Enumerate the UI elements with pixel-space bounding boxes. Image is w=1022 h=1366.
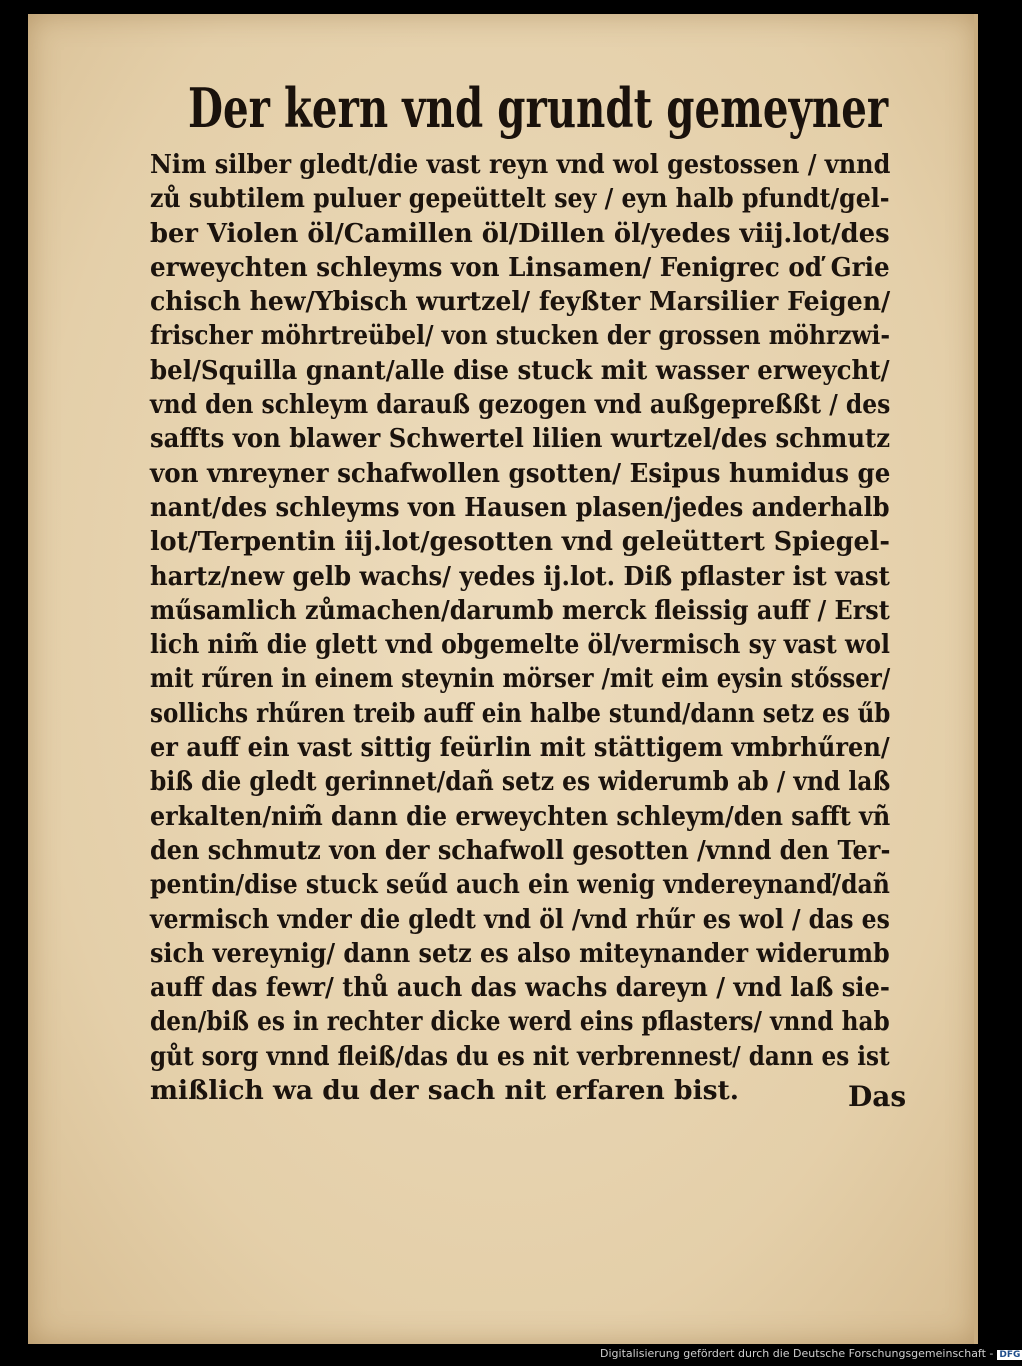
text-line: erweychten schleyms von Linsamen/ Fenigrec oď Grie [150, 251, 890, 283]
text-line: mißlich wa du der sach nit erfaren bist. [150, 1075, 740, 1107]
text-line: frischer möhrtreübel/ von stucken der grossen möhrzwi- [150, 320, 891, 352]
text-line: sich vereynig/ dann setz es also miteynander widerumb [150, 937, 890, 969]
text-line: mit rűren in einem steynin mörser /mit eim eysin stősser/ [150, 663, 891, 695]
text-line: chisch hew/Ybisch wurtzel/ feyßter Marsilier Feigen/ [150, 286, 891, 318]
text-line: von vnreyner schafwollen gsotten/ Esipus humidus ge [150, 457, 891, 489]
dfg-logo: DFG [999, 1350, 1021, 1360]
text-line: bel/Squilla gnant/alle dise stuck mit wasser erweycht/ [150, 354, 890, 386]
text-line: ber Violen öl/Camillen öl/Dillen öl/yedes viij.lot/des [150, 217, 890, 249]
text-line: Nim silber gledt/die vast reyn vnd wol gestossen / vnnd [150, 149, 891, 180]
text-line: vnd den schleym darauß gezogen vnd außgepreßßt / des [150, 389, 891, 421]
digitization-credit [600, 1347, 1021, 1360]
running-title: Der kern vnd grundt gemeyner [188, 76, 889, 140]
text-line: biß die gledt gerinnet/dañ setz es widerumb ab / vnd laß [150, 766, 891, 798]
text-line: sollichs rhűren treib auff ein halbe stund/dann setz es űb [150, 697, 891, 729]
text-line: műsamlich zůmachen/darumb merck fleissig auff / Erst [150, 594, 890, 626]
text-line: er auff ein vast sittig feürlin mit stättigem vmbrhűren/ [150, 732, 890, 764]
text-line: saffts von blawer Schwertel lilien wurtzel/des schmutz [150, 423, 891, 455]
catchword: Das [848, 1080, 907, 1113]
text-line: hartz/new gelb wachs/ yedes ij.lot. Diß pflaster ist vast [150, 560, 890, 592]
text-line: lich nim̃ die glett vnd obgemelte öl/vermisch sy vast wol [150, 629, 890, 661]
text-line: zů subtilem puluer gepeüttelt sey / eyn halb pfundt/gel- [150, 183, 890, 215]
text-line: pentin/dise stuck seűd auch ein wenig vndereynanď/dañ [150, 869, 890, 901]
page-edge [974, 14, 978, 1344]
text-line: nant/des schleyms von Hausen plasen/jedes anderhalb [150, 491, 890, 523]
text-line: vermisch vnder die gledt vnd öl /vnd rhűr es wol / das es [150, 903, 890, 935]
text-line: auff das fewr/ thů auch das wachs dareyn / vnd laß sie- [150, 972, 890, 1004]
text-line: gůt sorg vnnd fleiß/das du es nit verbrennest/ dann es ist [150, 1040, 890, 1072]
credit-text: Digitalisierung gefördert durch die Deutsche Forschungsgemeinschaft - [600, 1347, 994, 1360]
text-line: den/biß es in rechter dicke werd eins pflasters/ vnnd hab [150, 1006, 890, 1038]
text-line: lot/Terpentin iij.lot/gesotten vnd geleüttert Spiegel- [150, 526, 890, 558]
text-line: erkalten/nim̃ dann die erweychten schleym/den safft vñ [150, 800, 891, 832]
text-line: den schmutz von der schafwoll gesotten /vnnd den Ter- [150, 834, 891, 866]
main-text-block [150, 148, 890, 1108]
